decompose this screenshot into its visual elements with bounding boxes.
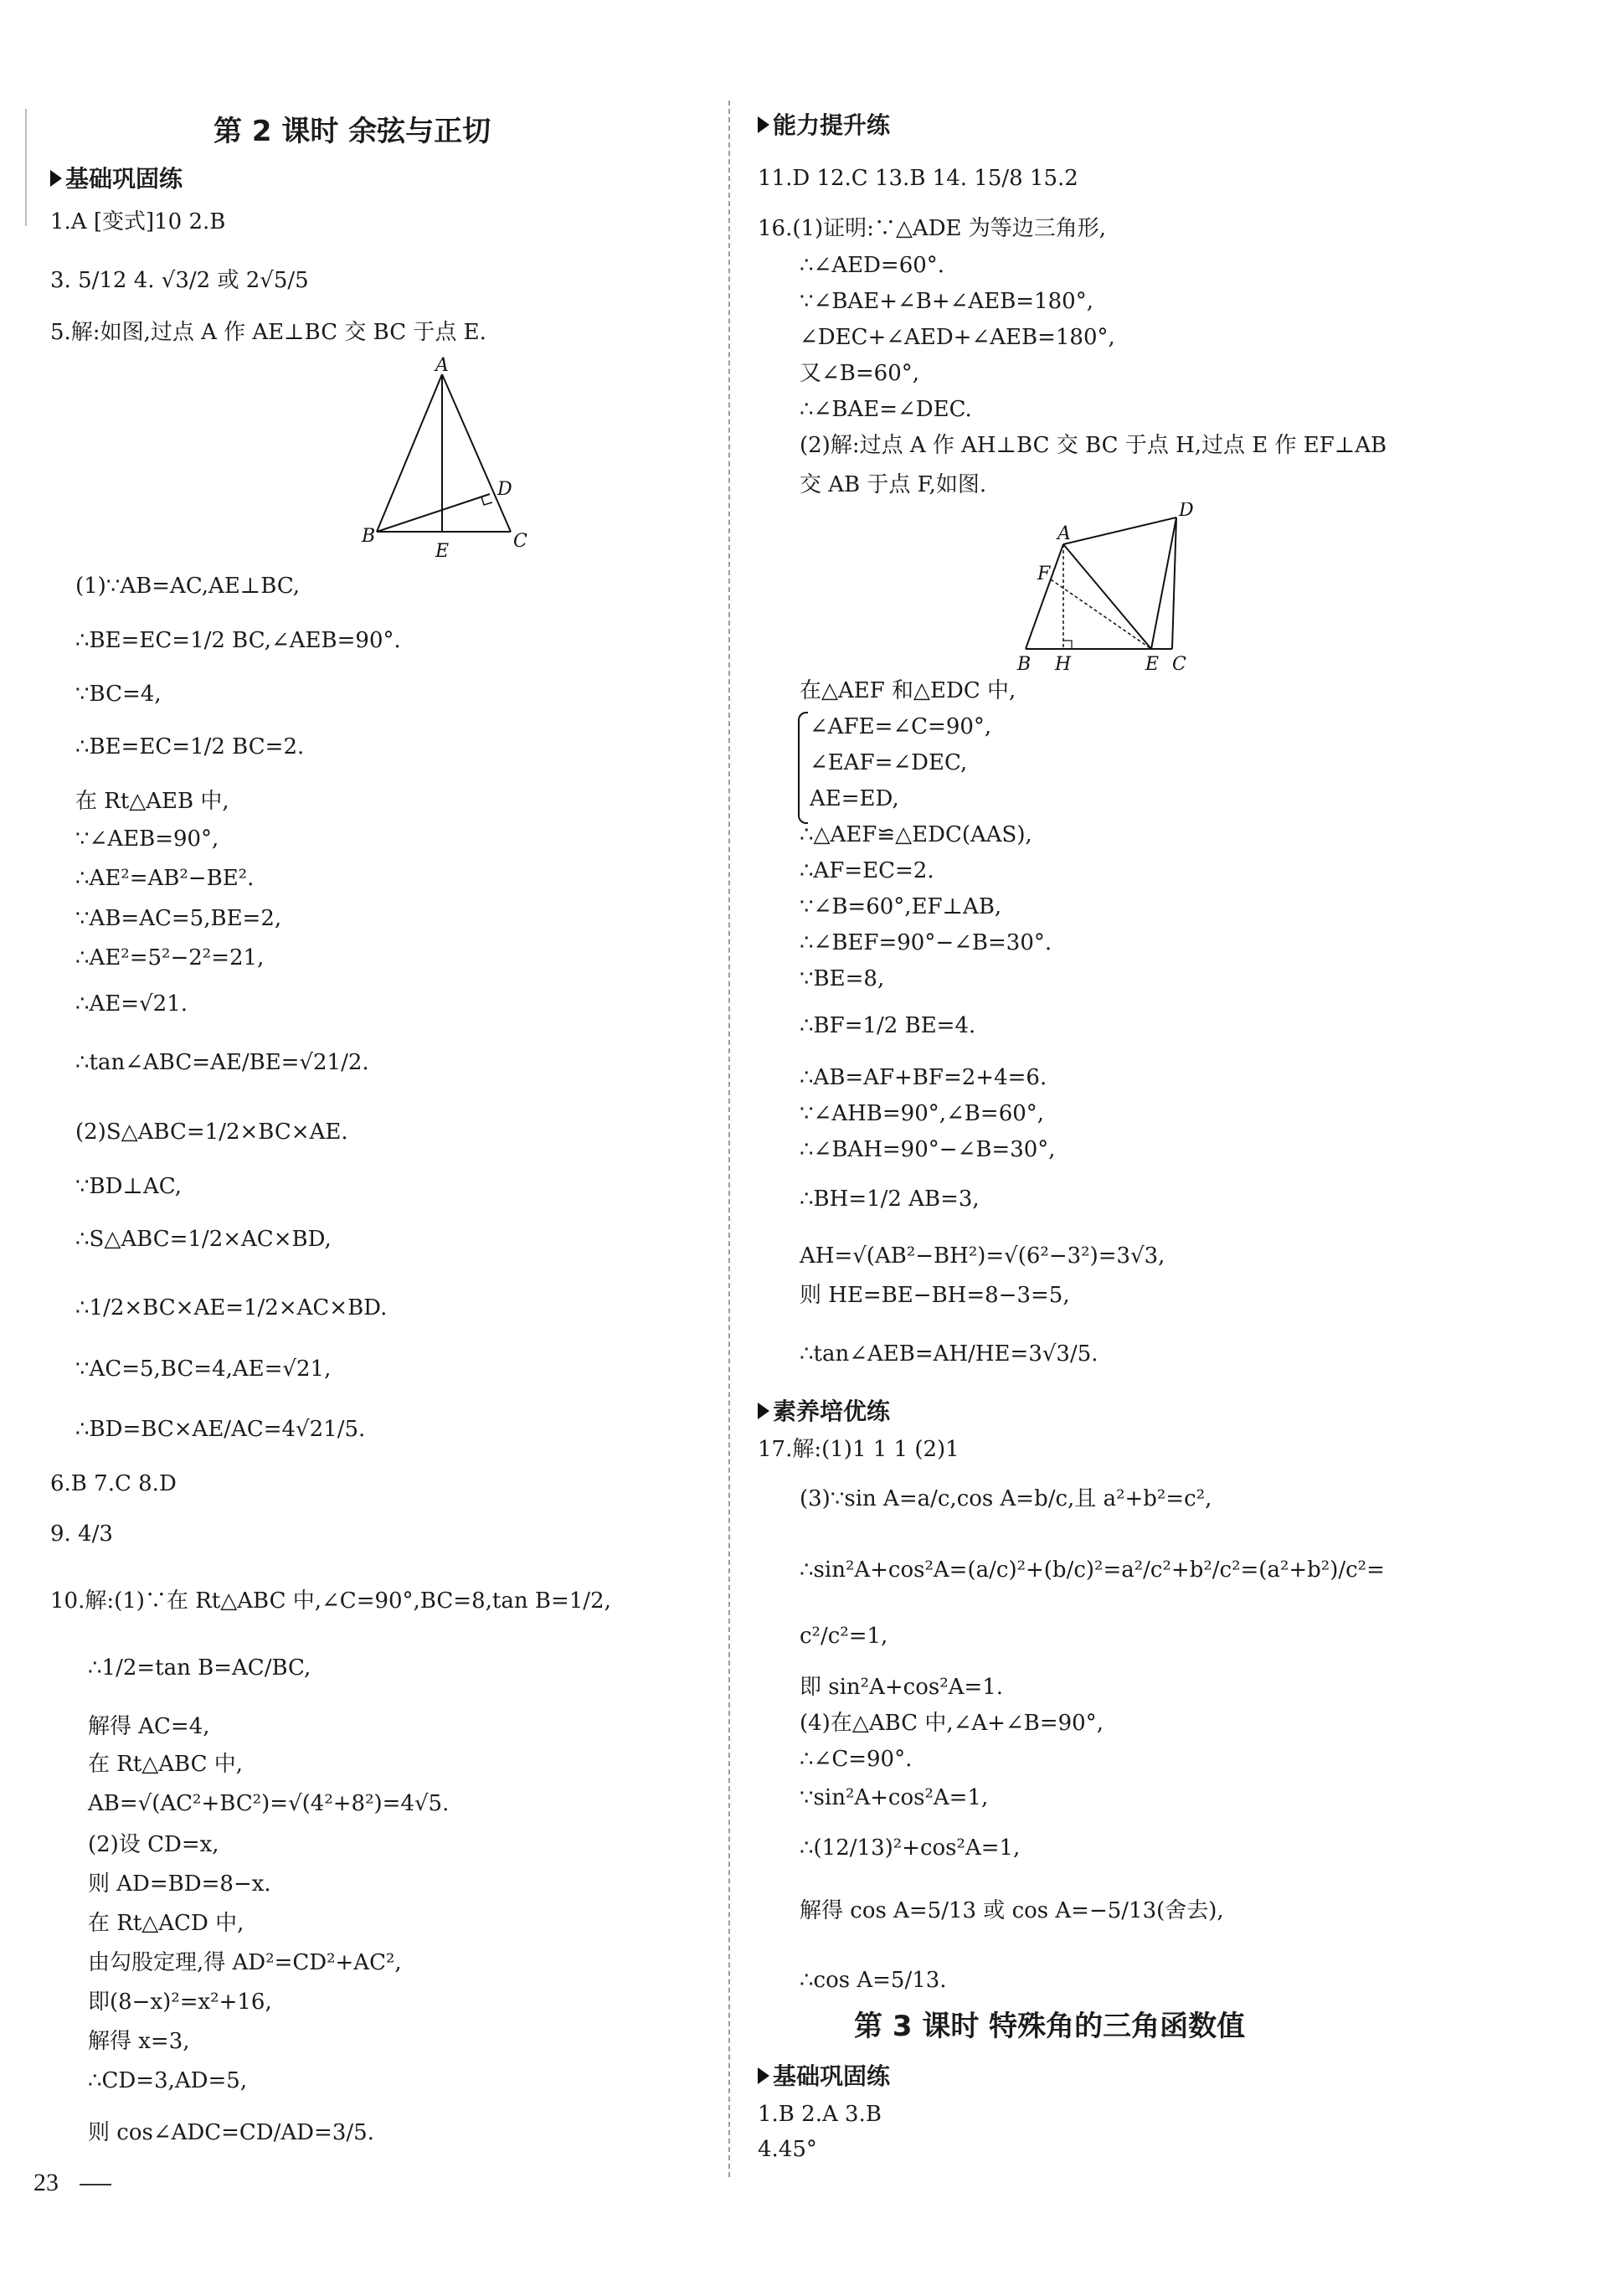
answer-line: ∴∠BEF=90°−∠B=30°. (800, 930, 1052, 955)
label-D: D (497, 479, 512, 500)
answer-line: 由勾股定理,得 AD²=CD²+AC², (88, 1950, 402, 1975)
answer-line: 5.解:如图,过点 A 作 AE⊥BC 交 BC 于点 E. (50, 320, 486, 345)
answer-line: 10.解:(1)∵在 Rt△ABC 中,∠C=90°,BC=8,tan B=1/2, (50, 1588, 611, 1614)
section-heading: 能力提升练 (758, 111, 890, 141)
column-divider (728, 100, 730, 2177)
answer-line: ∴AE=√21. (75, 991, 188, 1017)
play-triangle-icon (758, 2067, 769, 2084)
answer-line: 在△AEF 和△EDC 中, (800, 678, 1016, 703)
play-triangle-icon (758, 1403, 769, 1419)
answer-line: ∵AB=AC=5,BE=2, (75, 906, 282, 931)
section-heading: 基础巩固练 (50, 164, 183, 194)
label-A: A (1057, 523, 1071, 544)
answer-line: ∵∠B=60°,EF⊥AB, (800, 894, 1002, 919)
answer-line: 又∠B=60°, (800, 361, 920, 386)
answer-line: 9. 4/3 (50, 1521, 113, 1547)
answer-line: ∠EAF=∠DEC, (810, 750, 968, 775)
answer-line: c²/c²=1, (800, 1624, 888, 1649)
answer-line: ∴1/2=tan B=AC/BC, (88, 1655, 311, 1681)
answer-line: ∴BE=EC=1/2 BC=2. (75, 734, 305, 759)
answer-line: ∠DEC+∠AED+∠AEB=180°, (800, 325, 1115, 350)
answer-line: 则 AD=BD=8−x. (88, 1871, 271, 1897)
answer-line: 解得 x=3, (88, 2029, 190, 2054)
answer-line: 交 AB 于点 F,如图. (800, 472, 987, 497)
label-C: C (1172, 654, 1186, 675)
label-H: H (1055, 654, 1072, 675)
answer-line: ∴tan∠AEB=AH/HE=3√3/5. (800, 1341, 1098, 1367)
answer-line: AH=√(AB²−BH²)=√(6²−3²)=3√3, (800, 1243, 1165, 1269)
answer-line: (3)∵sin A=a/c,cos A=b/c,且 a²+b²=c², (800, 1486, 1212, 1511)
answer-line: ∴sin²A+cos²A=(a/c)²+(b/c)²=a²/c²+b²/c²=(a²+b²)/c²= (800, 1557, 1385, 1583)
answer-line: 3. 5/12 4. √3/2 或 2√5/5 (50, 268, 309, 293)
answer-line: 在 Rt△ACD 中, (88, 1911, 244, 1936)
answer-line: ∵AC=5,BC=4,AE=√21, (75, 1356, 332, 1382)
answer-line: (4)在△ABC 中,∠A+∠B=90°, (800, 1711, 1104, 1736)
answer-line: ∴AE²=AB²−BE². (75, 866, 255, 891)
binding-mark (25, 109, 27, 226)
answer-line: ∵BD⊥AC, (75, 1174, 182, 1199)
answer-line: 则 cos∠ADC=CD/AD=3/5. (88, 2120, 374, 2145)
answer-line: ∴AF=EC=2. (800, 858, 934, 883)
answer-line: ∴△AEF≌△EDC(AAS), (800, 822, 1032, 847)
quadrilateral-figure (1001, 502, 1218, 678)
footer-rule (80, 2184, 111, 2185)
answer-line: 即 sin²A+cos²A=1. (800, 1675, 1004, 1700)
answer-line: ∴AE²=5²−2²=21, (75, 945, 265, 970)
answer-line: 17.解:(1)1 1 1 (2)1 (758, 1437, 959, 1462)
answer-line: (2)解:过点 A 作 AH⊥BC 交 BC 于点 H,过点 E 作 EF⊥AB (800, 433, 1387, 458)
triangle-figure (310, 356, 553, 565)
answer-line: 在 Rt△ABC 中, (88, 1752, 244, 1777)
label-C: C (513, 531, 527, 552)
label-E: E (1145, 654, 1160, 675)
page-number: 23 (33, 2169, 59, 2196)
answer-line: ∴S△ABC=1/2×AC×BD, (75, 1227, 332, 1252)
answer-line: 1.B 2.A 3.B (758, 2102, 882, 2127)
answer-line: ∴BE=EC=1/2 BC,∠AEB=90°. (75, 628, 401, 653)
answer-line: ∴∠C=90°. (800, 1747, 913, 1772)
answer-line: 在 Rt△AEB 中, (75, 789, 229, 814)
answer-line: ∠AFE=∠C=90°, (810, 714, 992, 739)
section-heading: 素养培优练 (758, 1397, 890, 1427)
answer-line: ∵BC=4, (75, 682, 162, 707)
answer-line: ∴BD=BC×AE/AC=4√21/5. (75, 1417, 366, 1442)
answer-line: (1)∵AB=AC,AE⊥BC, (75, 574, 301, 599)
answer-line: ∴tan∠ABC=AE/BE=√21/2. (75, 1050, 369, 1075)
answer-line: ∵sin²A+cos²A=1, (800, 1785, 989, 1810)
lesson-title: 第 2 课时 余弦与正切 (214, 115, 491, 148)
answer-line: ∴cos A=5/13. (800, 1968, 947, 1993)
answer-line: ∵∠AEB=90°, (75, 826, 219, 852)
answer-line: 解得 cos A=5/13 或 cos A=−5/13(舍去), (800, 1898, 1224, 1923)
answer-line: ∴∠BAH=90°−∠B=30°, (800, 1137, 1056, 1162)
lesson-title: 第 3 课时 特殊角的三角函数值 (854, 2010, 1246, 2043)
answer-line: ∴CD=3,AD=5, (88, 2068, 248, 2093)
label-F: F (1037, 564, 1051, 584)
answer-line: ∵∠BAE+∠B+∠AEB=180°, (800, 289, 1093, 314)
answer-line: ∵∠AHB=90°,∠B=60°, (800, 1101, 1045, 1126)
answer-line: 4.45° (758, 2137, 817, 2162)
answer-line: ∴BF=1/2 BE=4. (800, 1013, 976, 1038)
answer-line: ∴(12/13)²+cos²A=1, (800, 1835, 1021, 1861)
answer-line: 解得 AC=4, (88, 1714, 210, 1739)
answer-line: ∴1/2×BC×AE=1/2×AC×BD. (75, 1295, 388, 1320)
answer-line: 6.B 7.C 8.D (50, 1471, 177, 1496)
answer-line: 即(8−x)²=x²+16, (88, 1990, 272, 2015)
label-B: B (1017, 654, 1032, 675)
answer-line: ∵BE=8, (800, 966, 885, 991)
label-D: D (1179, 502, 1194, 521)
label-E: E (435, 541, 450, 562)
answer-line: ∴∠BAE=∠DEC. (800, 397, 972, 422)
label-B: B (362, 526, 376, 547)
answer-line: 11.D 12.C 13.B 14. 15/8 15.2 (758, 166, 1078, 191)
answer-line: (2)S△ABC=1/2×BC×AE. (75, 1120, 348, 1145)
play-triangle-icon (50, 170, 62, 187)
answer-line: AB=√(AC²+BC²)=√(4²+8²)=4√5. (88, 1791, 450, 1816)
answer-line: 1.A [变式]10 2.B (50, 209, 226, 234)
answer-line: ∴∠AED=60°. (800, 253, 945, 278)
answer-line: (2)设 CD=x, (88, 1832, 219, 1857)
brace (798, 712, 808, 824)
answer-line: 则 HE=BE−BH=8−3=5, (800, 1283, 1070, 1308)
section-heading: 基础巩固练 (758, 2062, 890, 2092)
answer-line: 16.(1)证明:∵△ADE 为等边三角形, (758, 216, 1107, 241)
answer-line: AE=ED, (810, 786, 899, 811)
answer-line: ∴AB=AF+BF=2+4=6. (800, 1065, 1047, 1090)
label-A: A (435, 356, 449, 376)
answer-line: ∴BH=1/2 AB=3, (800, 1187, 980, 1212)
play-triangle-icon (758, 116, 769, 133)
